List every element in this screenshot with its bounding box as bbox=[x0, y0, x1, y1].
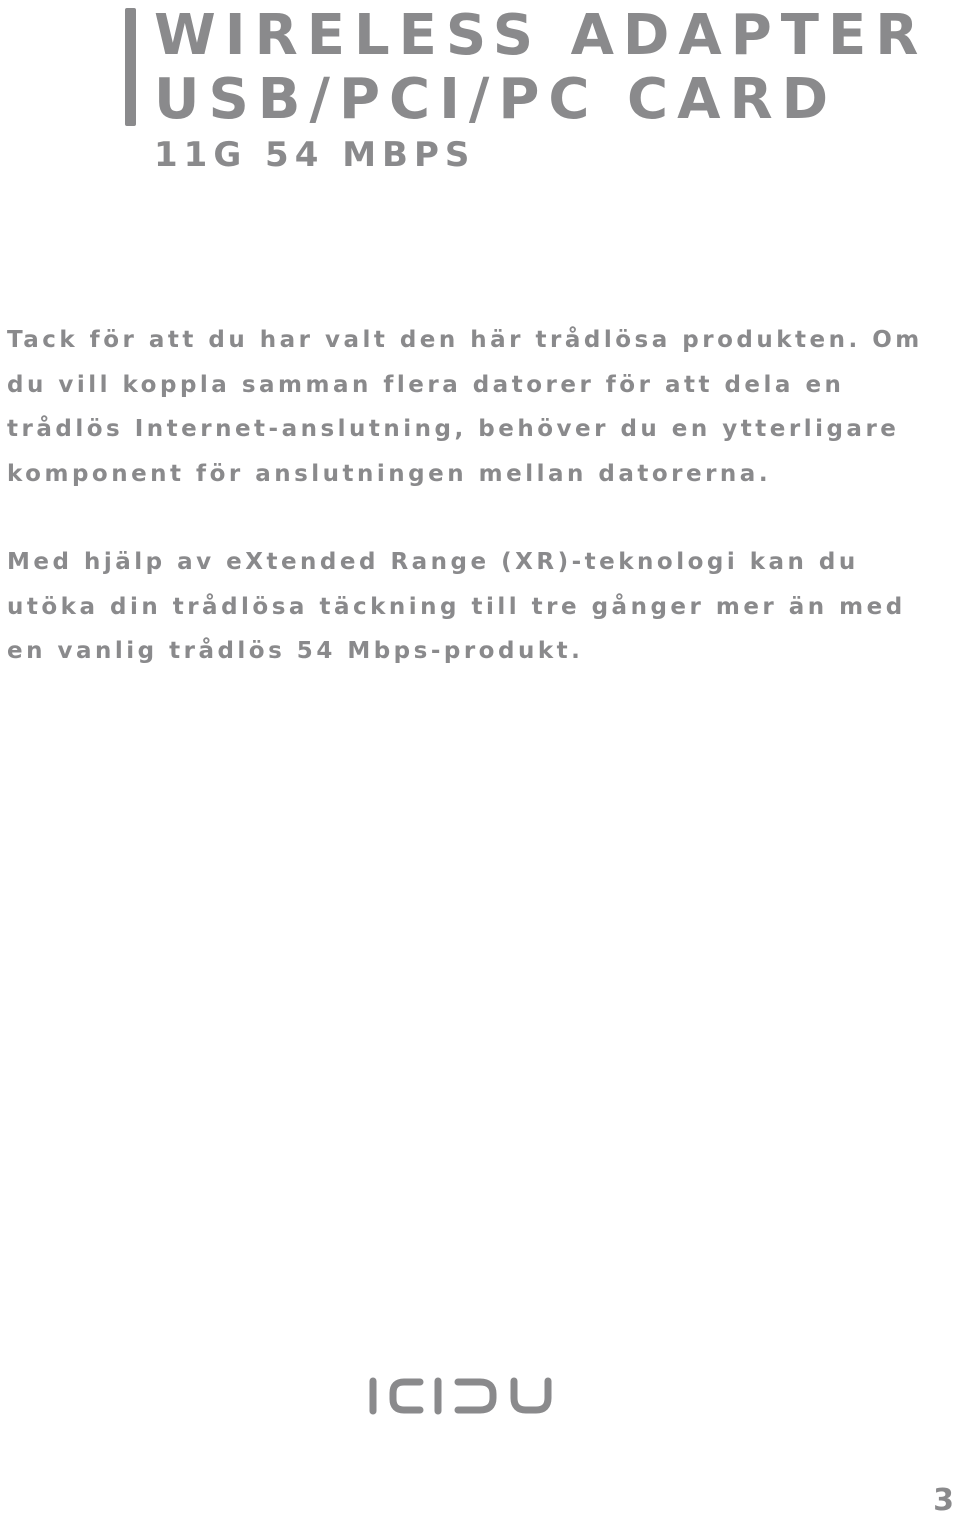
logo-letter-u bbox=[514, 1381, 548, 1410]
subtitle: 11G 54 MBPS bbox=[154, 135, 476, 175]
header bbox=[154, 4, 927, 174]
intro-paragraph: Tack för att du har valt den här trådlösa produkten. Om du vill koppla samman flera datorer för att dela en trådlös Internet-anslutning, behöver du en ytterligare komponent för anslutningen mellan datorerna. bbox=[7, 327, 923, 487]
page-number: 3 bbox=[933, 1483, 954, 1518]
logo-letter-c bbox=[393, 1382, 420, 1410]
xr-paragraph: Med hjälp av eXtended Range (XR)-teknologi kan du utöka din trådlösa täckning till tre gånger mer än med en vanlig trådlös 54 Mbps-produkt. bbox=[7, 549, 906, 664]
title-line-1: WIRELESS ADAPTER bbox=[154, 3, 928, 68]
icidu-logo bbox=[368, 1376, 554, 1416]
title-line-2: USB/PCI/PC CARD bbox=[154, 67, 838, 132]
logo-letter-d bbox=[458, 1382, 493, 1410]
title-accent-bar bbox=[125, 8, 136, 126]
